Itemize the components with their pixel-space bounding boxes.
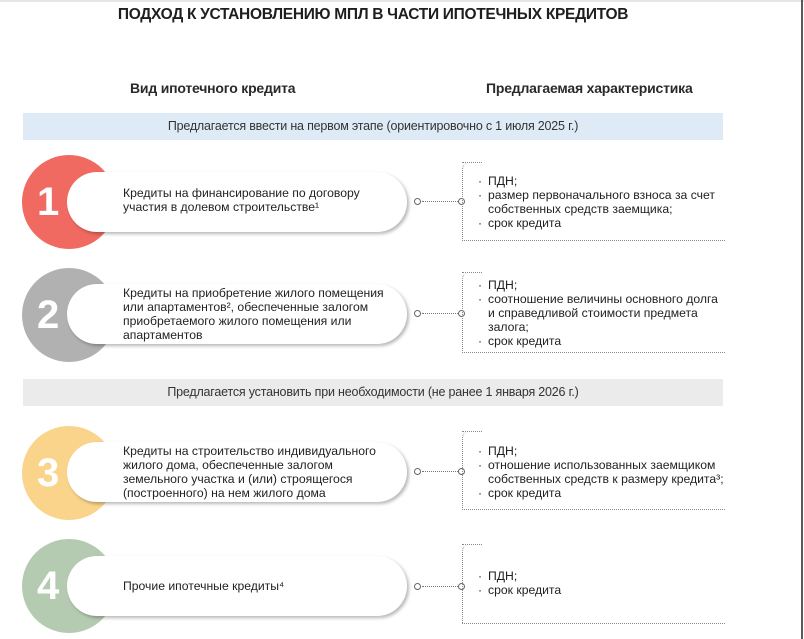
number-circle: 3	[22, 426, 116, 520]
hands-percent-icon	[80, 571, 110, 601]
connector-line	[422, 471, 458, 472]
characteristic-item: · срок кредита	[478, 583, 728, 597]
connector	[414, 583, 464, 591]
connector-node	[414, 310, 421, 317]
icon-ring	[68, 559, 122, 613]
characteristic-item: · срок кредита	[478, 216, 728, 230]
connector-line	[422, 313, 458, 314]
right-border	[801, 0, 803, 639]
characteristic-item: · соотношение величины основного долга и справедливой стоимости предмета залога;	[478, 292, 728, 334]
loan-type-text: Кредиты на финансирование по договору участия в долевом строительстве¹	[123, 186, 360, 214]
contract-percent-signature-icon	[80, 187, 110, 217]
stage-band-first: Предлагается ввести на первом этапе (ориентировочно с 1 июля 2025 г.)	[23, 113, 723, 140]
characteristic-item: · ПДН;	[478, 444, 728, 458]
characteristic-item: · срок кредита	[478, 334, 728, 348]
characteristics-list	[478, 278, 728, 348]
characteristic-item: · ПДН;	[478, 174, 728, 188]
page-title: ПОДХОД К УСТАНОВЛЕНИЮ МПЛ В ЧАСТИ ИПОТЕЧНЫХ КРЕДИТОВ	[117, 6, 629, 23]
house-percent-icon	[80, 457, 110, 487]
column-header-characteristic: Предлагаемая характеристика	[486, 80, 693, 96]
characteristic-item: · ПДН;	[478, 569, 728, 583]
characteristic-item: · отношение использованных заемщиком собственных средств к размеру кредита³;	[478, 458, 728, 486]
checklist-percent-icon	[80, 299, 110, 329]
loan-type-text: Прочие ипотечные кредиты⁴	[123, 579, 285, 593]
top-border	[0, 0, 804, 2]
loan-type-text: Кредиты на приобретение жилого помещения или апартаментов², обеспеченные залогом приобретаемого жилого помещения или апартаментов	[123, 286, 384, 342]
icon-ring	[68, 445, 122, 499]
column-header-loan-type: Вид ипотечного кредита	[130, 80, 296, 96]
characteristic-item: · размер первоначального взноса за счет собственных средств заемщика;	[478, 188, 728, 216]
number-circle: 4	[22, 539, 116, 633]
characteristics-list	[478, 174, 728, 230]
characteristic-item: · срок кредита	[478, 486, 728, 500]
characteristic-item: · ПДН;	[478, 278, 728, 292]
svg-text:%: %	[87, 193, 95, 202]
characteristics-list	[478, 444, 728, 500]
icon-ring	[68, 175, 122, 229]
connector	[414, 310, 464, 318]
icon-ring	[68, 287, 122, 341]
stage-band-second: Предлагается установить при необходимости (не ранее 1 января 2026 г.)	[23, 379, 723, 406]
number-circle: 2	[22, 268, 116, 362]
svg-text:%: %	[98, 319, 105, 326]
svg-text:%: %	[91, 576, 99, 585]
characteristics-list	[478, 569, 728, 597]
connector	[414, 468, 464, 476]
connector-node	[414, 583, 421, 590]
connector-node	[414, 198, 421, 205]
connector	[414, 198, 464, 206]
connector-line	[422, 586, 458, 587]
loan-type-text: Кредиты на строительство индивидуального жилого дома, обеспеченные залогом земельного участка и (или) строящегося (построенного) на нем жилого дома	[123, 444, 376, 500]
connector-line	[422, 201, 458, 202]
number-circle: 1	[22, 155, 116, 249]
connector-node	[414, 468, 421, 475]
